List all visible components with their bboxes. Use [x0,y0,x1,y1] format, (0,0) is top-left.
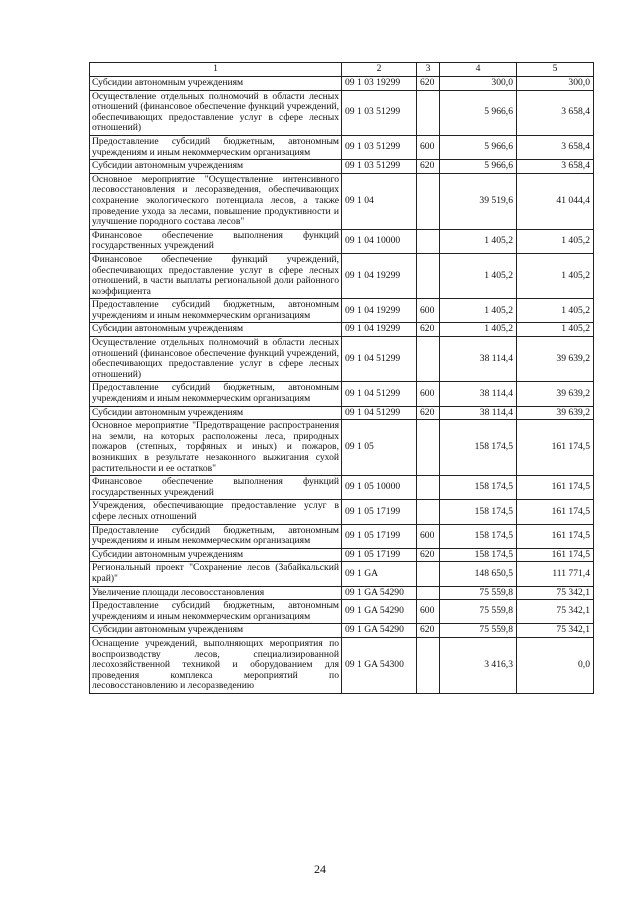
cell-name: Финансовое обеспечение функций учреждений, обеспечивающих предоставление услуг в сфере лесных отношений, в части выплаты региональной доли районного коэффициента [90,253,342,298]
cell-name: Субсидии автономным учреждениям [90,77,342,91]
cell-expense-type [417,562,440,586]
cell-expense-type [417,637,440,693]
cell-code: 09 1 GA [342,562,417,586]
cell-code: 09 1 GA 54300 [342,637,417,693]
cell-amount-col5: 3 658,4 [517,90,594,135]
cell-amount-col4: 158 174,5 [440,476,517,500]
cell-amount-col4: 75 559,8 [440,586,517,600]
table-row [90,173,594,229]
cell-amount-col5: 161 174,5 [517,476,594,500]
cell-code: 09 1 05 17199 [342,548,417,562]
cell-expense-type [417,173,440,229]
table-row [90,406,594,420]
table-row [90,524,594,548]
cell-expense-type [417,420,440,476]
table-row [90,548,594,562]
cell-amount-col4: 1 405,2 [440,323,517,337]
cell-amount-col4: 158 174,5 [440,524,517,548]
cell-expense-type: 600 [417,524,440,548]
table-row [90,135,594,159]
cell-expense-type: 600 [417,135,440,159]
cell-amount-col5: 3 658,4 [517,160,594,174]
cell-expense-type: 600 [417,299,440,323]
cell-code: 09 1 05 17199 [342,500,417,524]
table-row [90,420,594,476]
cell-amount-col5: 39 639,2 [517,406,594,420]
cell-name: Субсидии автономным учреждениям [90,548,342,562]
cell-expense-type: 620 [417,624,440,638]
cell-amount-col5: 1 405,2 [517,299,594,323]
cell-code: 09 1 04 10000 [342,229,417,253]
cell-code: 09 1 05 17199 [342,524,417,548]
cell-name: Предоставление субсидий бюджетным, автономным учреждениям и иным некоммерческим организациям [90,524,342,548]
header-col-4: 4 [440,63,517,77]
cell-name: Основное мероприятие "Предотвращение распространения на земли, на которых расположены леса, природных пожаров (степных, торфяных и иных) и пожаров, возникших в результате незаконного выжигания сухой растительности и ее остатков" [90,420,342,476]
page-number: 24 [314,862,326,876]
cell-amount-col4: 75 559,8 [440,624,517,638]
cell-amount-col5: 75 342,1 [517,586,594,600]
cell-expense-type [417,586,440,600]
cell-amount-col5: 1 405,2 [517,229,594,253]
table-row [90,500,594,524]
cell-amount-col5: 75 342,1 [517,600,594,624]
cell-code: 09 1 04 51299 [342,337,417,382]
cell-amount-col4: 75 559,8 [440,600,517,624]
cell-code: 09 1 GA 54290 [342,624,417,638]
cell-amount-col4: 158 174,5 [440,500,517,524]
cell-code: 09 1 05 10000 [342,476,417,500]
cell-name: Увеличение площади лесовосстановления [90,586,342,600]
cell-name: Предоставление субсидий бюджетным, автономным учреждениям и иным некоммерческим организациям [90,135,342,159]
cell-amount-col4: 148 650,5 [440,562,517,586]
cell-expense-type: 600 [417,382,440,406]
table-row [90,160,594,174]
cell-name: Предоставление субсидий бюджетным, автономным учреждениям и иным некоммерческим организациям [90,382,342,406]
cell-amount-col4: 3 416,3 [440,637,517,693]
cell-name: Предоставление субсидий бюджетным, автономным учреждениям и иным некоммерческим организациям [90,600,342,624]
cell-amount-col5: 111 771,4 [517,562,594,586]
table-row [90,586,594,600]
cell-amount-col4: 5 966,6 [440,135,517,159]
cell-amount-col4: 1 405,2 [440,229,517,253]
cell-name: Предоставление субсидий бюджетным, автономным учреждениям и иным некоммерческим организациям [90,299,342,323]
cell-code: 09 1 GA 54290 [342,586,417,600]
cell-code: 09 1 03 51299 [342,160,417,174]
table-row [90,299,594,323]
header-col-1: 1 [90,63,342,77]
cell-name: Основное мероприятие "Осуществление интенсивного лесовосстановления и лесоразведения, обеспечивающих сохранение экологического потенциала лесов, а также проведение ухода за лесами, повышение продуктивности и улучшение породного состава лесов" [90,173,342,229]
table-row [90,562,594,586]
cell-amount-col5: 39 639,2 [517,337,594,382]
cell-amount-col4: 38 114,4 [440,406,517,420]
cell-amount-col5: 1 405,2 [517,253,594,298]
table-row [90,600,594,624]
cell-expense-type: 620 [417,160,440,174]
table-row [90,323,594,337]
cell-amount-col4: 1 405,2 [440,253,517,298]
cell-expense-type: 600 [417,600,440,624]
cell-expense-type: 620 [417,548,440,562]
cell-amount-col4: 300,0 [440,77,517,91]
cell-amount-col5: 161 174,5 [517,548,594,562]
cell-name: Субсидии автономным учреждениям [90,323,342,337]
cell-expense-type [417,253,440,298]
table-row [90,476,594,500]
cell-expense-type [417,337,440,382]
cell-code: 09 1 03 51299 [342,135,417,159]
cell-code: 09 1 04 19299 [342,253,417,298]
cell-amount-col4: 1 405,2 [440,299,517,323]
cell-code: 09 1 04 [342,173,417,229]
cell-amount-col5: 300,0 [517,77,594,91]
cell-amount-col4: 5 966,6 [440,160,517,174]
cell-name: Финансовое обеспечение выполнения функций государственных учреждений [90,476,342,500]
table-row [90,90,594,135]
cell-expense-type [417,90,440,135]
budget-table-body [90,63,594,694]
table-row [90,253,594,298]
cell-code: 09 1 04 51299 [342,382,417,406]
cell-code: 09 1 04 19299 [342,323,417,337]
cell-amount-col5: 75 342,1 [517,624,594,638]
cell-amount-col5: 0,0 [517,637,594,693]
table-row [90,77,594,91]
table-row [90,337,594,382]
cell-name: Субсидии автономным учреждениям [90,624,342,638]
cell-amount-col4: 39 519,6 [440,173,517,229]
cell-code: 09 1 04 19299 [342,299,417,323]
cell-amount-col5: 39 639,2 [517,382,594,406]
cell-expense-type: 620 [417,406,440,420]
cell-amount-col5: 161 174,5 [517,500,594,524]
cell-name: Финансовое обеспечение выполнения функций государственных учреждений [90,229,342,253]
cell-code: 09 1 03 51299 [342,90,417,135]
header-col-2: 2 [342,63,417,77]
cell-expense-type: 620 [417,77,440,91]
table-row [90,382,594,406]
cell-expense-type: 620 [417,323,440,337]
cell-name: Осуществление отдельных полномочий в области лесных отношений (финансовое обеспечение функций учреждений, обеспечивающих предоставление услуг в сфере лесных отношений) [90,90,342,135]
cell-amount-col5: 41 044,4 [517,173,594,229]
cell-amount-col5: 161 174,5 [517,420,594,476]
cell-name: Субсидии автономным учреждениям [90,160,342,174]
cell-name: Учреждения, обеспечивающие предоставление услуг в сфере лесных отношений [90,500,342,524]
cell-name: Региональный проект "Сохранение лесов (Забайкальский край)" [90,562,342,586]
table-row [90,637,594,693]
table-row [90,624,594,638]
cell-expense-type [417,229,440,253]
cell-amount-col4: 158 174,5 [440,548,517,562]
cell-code: 09 1 GA 54290 [342,600,417,624]
cell-amount-col4: 38 114,4 [440,382,517,406]
table-row [90,229,594,253]
cell-amount-col4: 38 114,4 [440,337,517,382]
cell-name: Субсидии автономным учреждениям [90,406,342,420]
cell-amount-col5: 161 174,5 [517,524,594,548]
cell-amount-col4: 5 966,6 [440,90,517,135]
cell-amount-col5: 1 405,2 [517,323,594,337]
cell-expense-type [417,500,440,524]
cell-code: 09 1 05 [342,420,417,476]
cell-code: 09 1 03 19299 [342,77,417,91]
table-header-row [90,63,594,77]
cell-name: Оснащение учреждений, выполняющих мероприятия по воспроизводству лесов, специализированной лесохозяйственной техникой и оборудованием для проведения комплекса мероприятий по лесовосстановлению и лесоразведению [90,637,342,693]
header-col-3: 3 [417,63,440,77]
cell-name: Осуществление отдельных полномочий в области лесных отношений (финансовое обеспечение функций учреждений, обеспечивающих предоставление услуг в сфере лесных отношений) [90,337,342,382]
budget-table [89,62,594,694]
cell-expense-type [417,476,440,500]
cell-amount-col5: 3 658,4 [517,135,594,159]
header-col-5: 5 [517,63,594,77]
cell-code: 09 1 04 51299 [342,406,417,420]
cell-amount-col4: 158 174,5 [440,420,517,476]
